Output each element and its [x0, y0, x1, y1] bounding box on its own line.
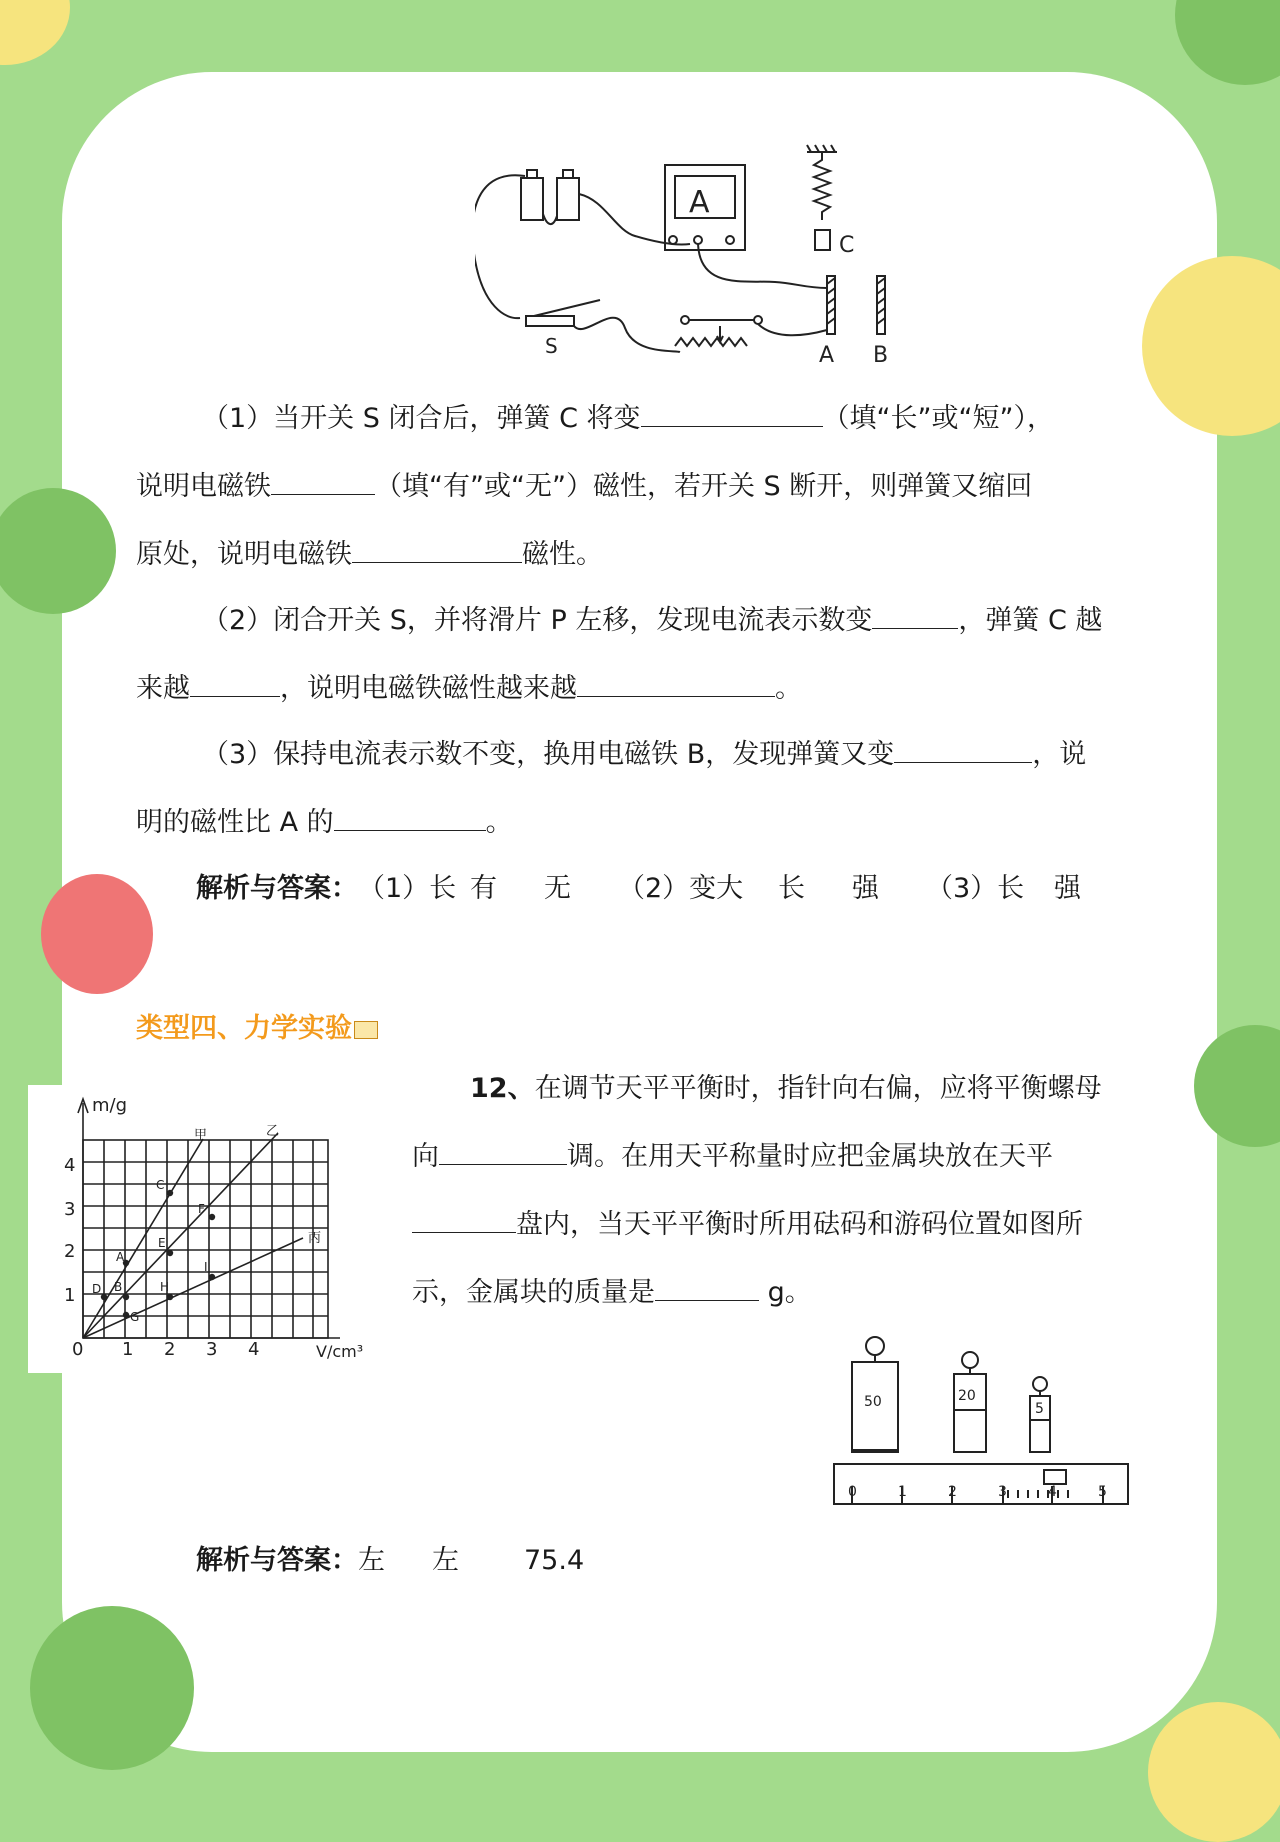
q11-answer-3: 无	[544, 873, 571, 904]
weight-5-label: 5	[1035, 1401, 1044, 1417]
graph-line-label-jia: 甲	[194, 1128, 208, 1143]
graph-x-tick-4: 4	[248, 1339, 260, 1360]
graph-point-c: C	[156, 1178, 165, 1192]
weight-20-label: 20	[958, 1388, 976, 1404]
switch-label: S	[545, 334, 558, 358]
q11-blank-4[interactable]	[872, 604, 958, 629]
q11-answer-2: 有	[470, 873, 497, 904]
q11-answer-label: 解析与答案：	[196, 873, 358, 904]
weights-and-rider-figure	[830, 1330, 1150, 1510]
q11-blank-5[interactable]	[190, 672, 280, 697]
mass-volume-graph	[28, 1085, 378, 1373]
ruler-tick-2: 2	[948, 1484, 957, 1500]
graph-y-tick-3: 3	[64, 1199, 76, 1220]
q12-number: 12、	[470, 1073, 535, 1104]
spring-label: C	[839, 233, 855, 258]
q11-blank-1[interactable]	[641, 402, 823, 427]
ruler-tick-4: 4	[1048, 1484, 1057, 1500]
q12-line2: 向 调。在用天平称量时应把金属块放在天平	[412, 1141, 1053, 1172]
q11-answer-1: （1）长	[358, 873, 457, 904]
ammeter-label: A	[689, 185, 710, 220]
ruler-tick-5: 5	[1098, 1484, 1107, 1500]
q11-answer-4: （2）变大	[618, 873, 744, 904]
ruler-tick-3: 3	[998, 1484, 1007, 1500]
graph-x-tick-0: 0	[72, 1339, 84, 1360]
q12-answer-2: 左	[432, 1545, 459, 1576]
q12-blank-2[interactable]	[412, 1208, 516, 1233]
graph-line-label-bing: 丙	[308, 1231, 322, 1246]
ruler-tick-1: 1	[898, 1484, 907, 1500]
q12-answer-label: 解析与答案：	[196, 1545, 358, 1576]
decor-circle-yellow-top-left	[0, 0, 70, 65]
q11-blank-2[interactable]	[271, 470, 375, 495]
graph-x-tick-3: 3	[206, 1339, 218, 1360]
section-heading: 类型四、力学实验	[136, 1006, 378, 1045]
graph-point-a: A	[116, 1250, 125, 1264]
q12-line4: 示，金属块的质量是 g。	[412, 1277, 812, 1308]
graph-x-axis-label: V/cm³	[316, 1342, 364, 1361]
graph-y-axis-label: m/g	[92, 1095, 128, 1116]
q11-part3-line2: 明的磁性比 A 的 。	[136, 807, 513, 838]
folder-icon	[354, 1021, 378, 1039]
electromagnet-circuit-figure	[475, 140, 900, 365]
q11-answer-5: 长	[778, 873, 805, 904]
graph-y-tick-4: 4	[64, 1155, 76, 1176]
q11-answer-8: 强	[1054, 873, 1081, 904]
q11-part3-line1: （3）保持电流表示数不变，换用电磁铁 B，发现弹簧又变 ，说	[202, 739, 1087, 770]
q12-answer-line	[196, 1544, 584, 1578]
q11-part1-line2: 说明电磁铁 （填“有”或“无”）磁性，若开关 S 断开，则弹簧又缩回	[136, 471, 1033, 502]
q11-blank-7[interactable]	[894, 738, 1032, 763]
magnet-b-label: B	[873, 343, 889, 365]
q11-blank-6[interactable]	[577, 672, 775, 697]
q11-blank-3[interactable]	[352, 538, 522, 563]
graph-line-label-yi: 乙	[266, 1124, 280, 1139]
q11-answer-7: （3）长	[926, 873, 1025, 904]
graph-y-tick-2: 2	[64, 1241, 76, 1262]
q11-part2-line2: 来越 ，说明电磁铁磁性越来越 。	[136, 673, 802, 704]
graph-y-tick-1: 1	[64, 1285, 76, 1306]
weight-50-label: 50	[864, 1394, 882, 1410]
decor-circle-green-bottom-left	[30, 1606, 194, 1770]
q12-blank-3[interactable]	[655, 1276, 759, 1301]
q11-answer-6: 强	[852, 873, 879, 904]
q12-answer-3: 75.4	[524, 1545, 585, 1576]
q12-line3: 盘内，当天平平衡时所用砝码和游码位置如图所	[412, 1208, 1083, 1242]
graph-x-tick-1: 1	[122, 1339, 134, 1360]
decor-circle-green-top-right	[1175, 0, 1280, 85]
magnet-a-label: A	[819, 343, 835, 365]
graph-point-b: B	[114, 1280, 123, 1294]
ruler-tick-0: 0	[848, 1484, 857, 1500]
q11-part2-line1: （2）闭合开关 S，并将滑片 P 左移，发现电流表示数变 ，弹簧 C 越	[202, 605, 1103, 636]
q11-part1-line1: （1）当开关 S 闭合后，弹簧 C 将变 （填“长”或“短”），	[202, 403, 1054, 434]
q12-line1: 12、在调节天平平衡时，指针向右偏，应将平衡螺母	[470, 1073, 1102, 1104]
graph-point-h: H	[160, 1280, 170, 1294]
graph-x-tick-2: 2	[164, 1339, 176, 1360]
graph-point-f: F	[198, 1202, 205, 1216]
q12-answer-1: 左	[358, 1545, 385, 1576]
graph-point-d: D	[92, 1282, 102, 1296]
decor-circle-yellow-bottom-right	[1148, 1702, 1280, 1842]
q11-blank-8[interactable]	[334, 806, 486, 831]
q11-part1-line3: 原处，说明电磁铁 磁性。	[136, 539, 603, 570]
q11-answer-line	[196, 872, 1081, 906]
graph-point-g: G	[130, 1310, 140, 1324]
graph-point-i: I	[204, 1260, 208, 1274]
q12-blank-1[interactable]	[439, 1140, 567, 1165]
decor-circle-red-left	[41, 874, 153, 994]
graph-point-e: E	[158, 1236, 166, 1250]
